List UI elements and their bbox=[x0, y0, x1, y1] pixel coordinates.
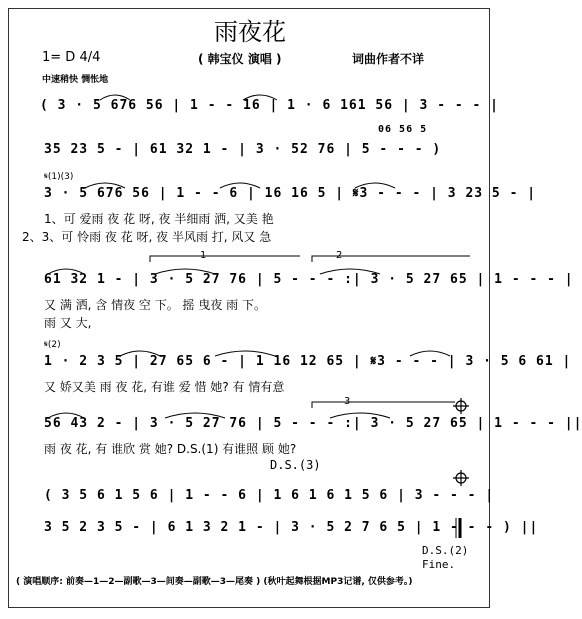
score-line-2: 35 23 5 - | 61 32 1 - | 3 · 52 76 | 5 - - - ) bbox=[44, 142, 442, 157]
score-line-7: ( 3 5 6 1 5 6 | 1 - - 6 | 1 6 1 6 1 5 6 | 3 - - - | bbox=[44, 488, 495, 503]
volta-2-label: 2 bbox=[336, 250, 343, 261]
score-line-4: 61 32 1 - | 3 · 5 27 76 | 5 - - - :| 3 · 5 27 65 | 1 - - - | bbox=[44, 272, 574, 287]
lyric-line-3a: 1、可 爱雨 夜 花 呀, 夜 半细雨 洒, 又美 艳 bbox=[44, 212, 274, 226]
segno-mark-1: 𝄋(1)(3) bbox=[44, 172, 74, 182]
lyric-line-3b: 2、3、可 怜雨 夜 花 呀, 夜 半风雨 打, 风又 急 bbox=[22, 230, 272, 244]
score-line-6: 56 43 2 - | 3 · 5 27 76 | 5 - - - :| 3 · 5 27 65 | 1 - - - || bbox=[44, 416, 582, 431]
lyric-line-6a: 雨 夜 花, 有 谁欣 赏 她? D.S.(1) 有谁照 顾 她? bbox=[44, 442, 297, 456]
score-line-1: ( 3 · 5 676 56 | 1 - - 16 | 1 · 6 161 56 | 3 - - - | bbox=[40, 98, 499, 113]
key-signature: 1= D 4/4 bbox=[42, 50, 101, 65]
tempo-marking: 中速稍快 惆怅地 bbox=[42, 75, 109, 85]
fine-marking: Fine. bbox=[422, 558, 456, 571]
upper-voice: 06 56 5 bbox=[378, 124, 428, 135]
volta-3-label: 3 bbox=[344, 396, 351, 407]
composer-credit: 词曲作者不详 bbox=[352, 52, 425, 66]
performance-order-note: ( 演唱顺序: 前奏—1—2—副歌—3—间奏—副歌—3—尾奏 ) (秋叶起舞根据MP3记谱, 仅供参考。) bbox=[16, 577, 413, 587]
song-title: 雨夜花 bbox=[214, 18, 286, 46]
lyric-line-5a: 又 娇又美 雨 夜 花, 有谁 爱 惜 她? 有 情有意 bbox=[44, 380, 285, 394]
score-line-5: 1 · 2 3 5 | 27 65 6 - | 1 16 12 65 | 𝄋3 - - - | 3 · 5 6 61 | bbox=[44, 354, 572, 369]
lyric-line-6b: D.S.(3) bbox=[270, 458, 321, 472]
volta-1-label: 1 bbox=[200, 250, 207, 261]
score-line-8: 3 5 2 3 5 - | 6 1 3 2 1 - | 3 · 5 2 7 6 5 | 1 - - - ) || bbox=[44, 520, 539, 535]
lyric-line-4b: 雨 又 大, bbox=[44, 316, 92, 330]
singer-credit: ( 韩宝仪 演唱 ) bbox=[198, 52, 282, 66]
score-line-3: 3 · 5 676 56 | 1 - - 6 | 16 16 5 | 𝄋3 - - - | 3 23 5 - | bbox=[44, 186, 537, 201]
ds-2-marking: D.S.(2) bbox=[422, 544, 469, 557]
segno-mark-2: 𝄋(2) bbox=[44, 340, 61, 350]
lyric-line-4a: 又 满 洒, 含 情夜 空 下。 摇 曳夜 雨 下。 bbox=[44, 298, 266, 312]
